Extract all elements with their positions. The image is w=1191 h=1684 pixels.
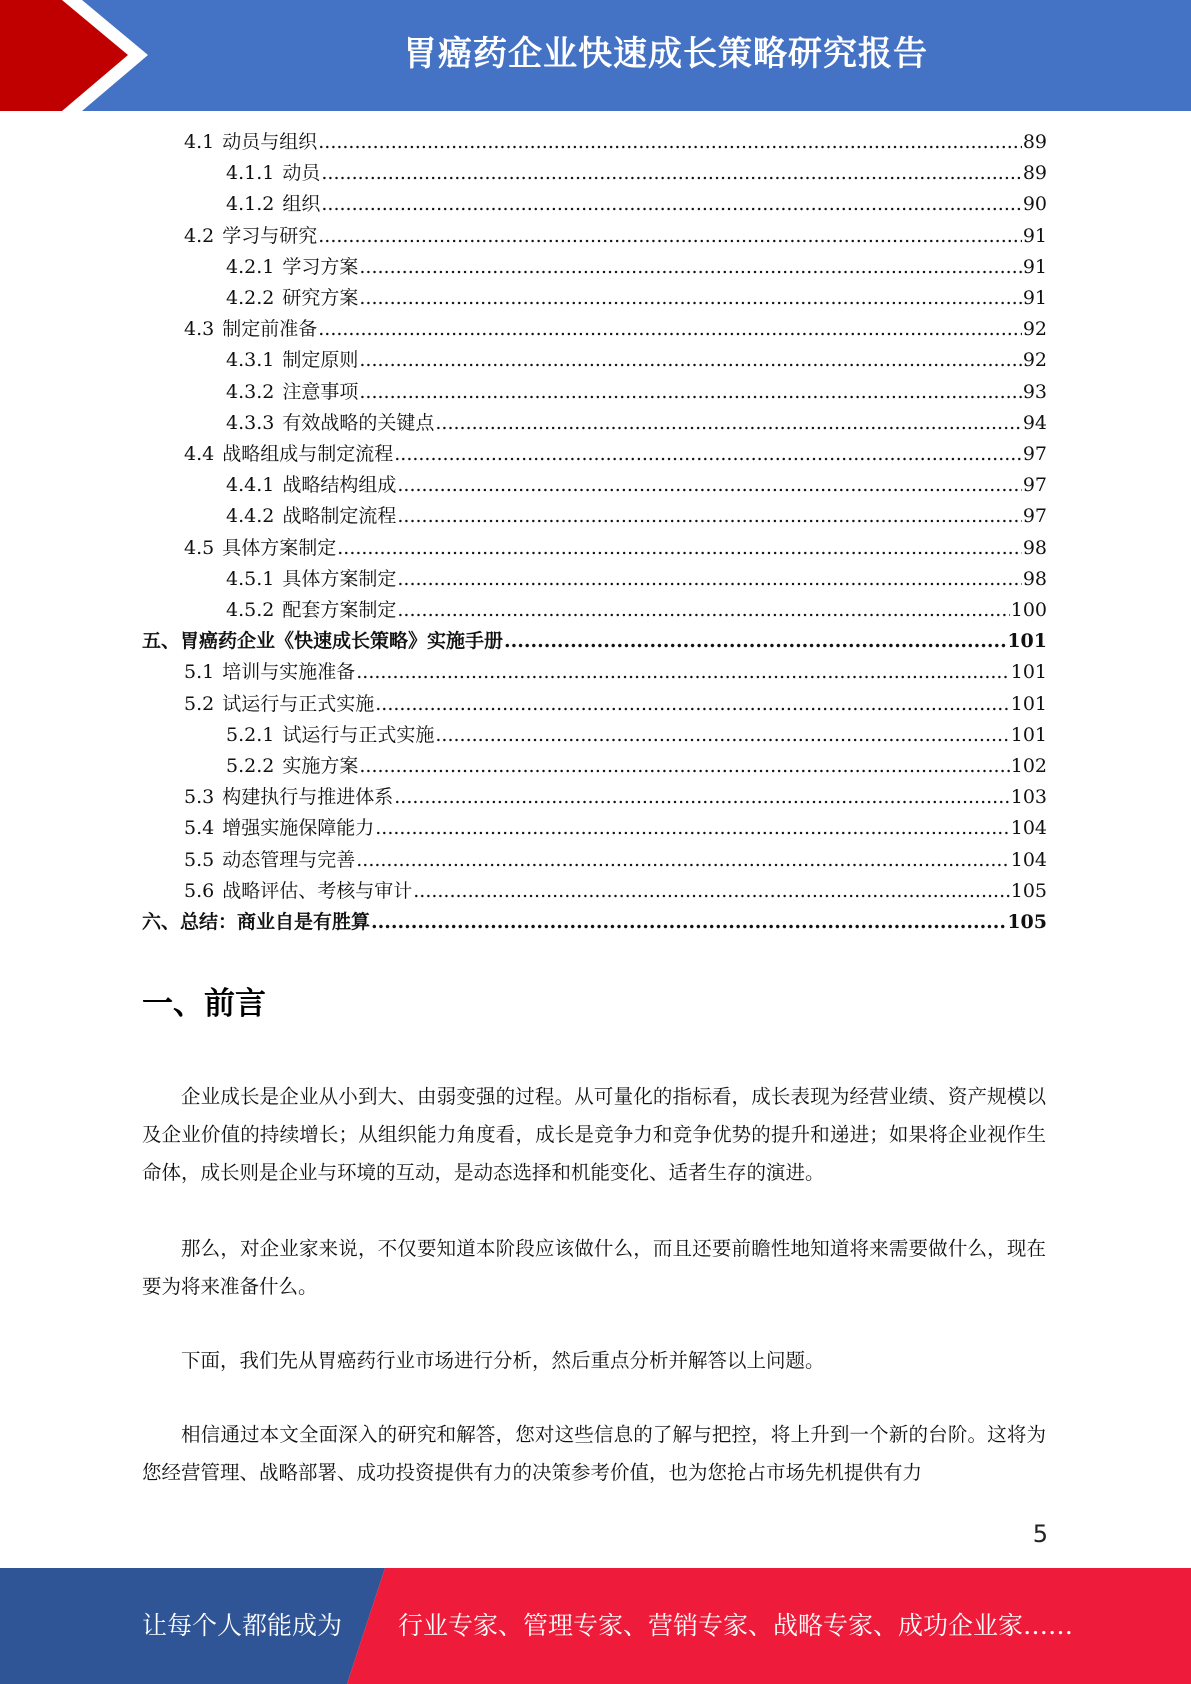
toc-entry-page: 97 — [1022, 443, 1047, 465]
toc-entry-title: 试运行与正式实施 — [222, 692, 375, 715]
toc-entry[interactable] — [226, 720, 1047, 751]
toc-entry[interactable] — [226, 501, 1047, 532]
toc-entry-number: 4.2.2 — [226, 287, 275, 309]
toc-entry-title: 配套方案制定 — [282, 599, 397, 621]
toc-leader-dots — [318, 221, 1022, 252]
toc-entry-number: 5.2.1 — [226, 723, 275, 746]
toc-entry-number: 5.1 — [184, 661, 215, 684]
toc-entry-title: 培训与实施准备 — [222, 661, 356, 684]
toc-entry[interactable] — [226, 751, 1047, 782]
toc-entry-title: 注意事项 — [282, 380, 359, 403]
toc-entry-page: 98 — [1022, 536, 1047, 559]
toc-leader-dots — [397, 501, 1021, 532]
toc-entry-title: 研究方案 — [282, 287, 359, 309]
toc-entry-title: 制定原则 — [282, 349, 359, 372]
toc-leader-dots — [356, 657, 1010, 688]
toc-entry-page: 105 — [1010, 879, 1047, 902]
toc-entry-title: 试运行与正式实施 — [282, 723, 435, 746]
toc-entry-title: 学习与研究 — [222, 224, 318, 247]
toc-entry-page: 97 — [1022, 505, 1047, 528]
toc-entry-number: 4.3 — [184, 318, 215, 341]
page-title: 胃癌药企业快速成长策略研究报告 — [403, 34, 928, 74]
toc-entry-page: 105 — [1007, 911, 1047, 933]
toc-entry-number: 4.1.1 — [226, 162, 275, 185]
toc-entry-page: 94 — [1022, 411, 1047, 434]
toc-entry-number: 4.3.1 — [226, 349, 275, 372]
toc-entry-title: 战略结构组成 — [282, 474, 397, 497]
toc-entry[interactable] — [226, 470, 1047, 501]
toc-entry[interactable] — [226, 408, 1047, 439]
section-heading: 一、前言 — [142, 986, 266, 1022]
toc-entry-number: 5.4 — [184, 817, 215, 840]
toc-entry-title: 动态管理与完善 — [222, 848, 356, 871]
toc-entry-title: 制定前准备 — [222, 318, 318, 341]
toc-leader-dots — [394, 439, 1022, 470]
toc-entry[interactable] — [184, 813, 1047, 844]
toc-leader-dots — [359, 345, 1021, 376]
toc-leader-dots — [321, 189, 1021, 220]
toc-entry-title: 战略制定流程 — [282, 505, 397, 528]
paragraph-1: 企业成长是企业从小到大、由弱变强的过程。从可量化的指标看，成长表现为经营业绩、资产规模以及企业价值的持续增长；从组织能力角度看，成长是竞争力和竞争优势的提升和递进；如果将企业视作生命体，成长则是企业与环境的互动，是动态选择和机能变化、适者生存的演进。 — [142, 1085, 1046, 1184]
toc-entry[interactable] — [226, 595, 1047, 626]
toc-entry-page: 103 — [1010, 786, 1047, 809]
toc-entry-number: 5.5 — [184, 848, 215, 871]
toc-entry[interactable] — [226, 252, 1047, 283]
toc-entry-title: 增强实施保障能力 — [222, 817, 375, 840]
page-number: 5 — [1032, 1520, 1048, 1548]
toc-leader-dots — [321, 158, 1021, 189]
toc-entry-number: 4.3.3 — [226, 411, 275, 434]
toc-leader-dots — [337, 533, 1022, 564]
toc-entry-number: 5.2 — [184, 692, 215, 715]
toc-entry-number: 4.3.2 — [226, 380, 275, 403]
toc-entry-page: 89 — [1022, 131, 1047, 153]
toc-entry-number: 4.2.1 — [226, 255, 275, 278]
toc-entry-number: 4.1 — [184, 131, 215, 153]
paragraph-2: 那么，对企业家来说，不仅要知道本阶段应该做什么，而且还要前瞻性地知道将来需要做什么，现在要为将来准备什么。 — [142, 1237, 1046, 1298]
toc-leader-dots — [356, 845, 1010, 876]
toc-entry-title: 战略组成与制定流程 — [222, 443, 394, 465]
toc-leader-dots — [359, 751, 1009, 782]
toc-leader-dots — [504, 626, 1006, 657]
toc-leader-dots — [359, 283, 1021, 314]
toc-entry-title: 学习方案 — [282, 255, 359, 278]
toc-entry-page: 100 — [1010, 599, 1047, 621]
footer-slogan-left: 让每个人都能成为 — [142, 1611, 343, 1640]
toc-leader-dots — [375, 813, 1010, 844]
toc-entry-title: 实施方案 — [282, 755, 359, 777]
toc-entry-number: 4.5.1 — [226, 567, 275, 590]
toc-entry[interactable] — [226, 283, 1047, 314]
toc-leader-dots — [397, 595, 1009, 626]
toc-entry-title: 具体方案制定 — [282, 567, 397, 590]
toc-entry-number: 5.3 — [184, 786, 215, 809]
toc-entry[interactable] — [142, 907, 1047, 938]
toc-entry-title: 具体方案制定 — [222, 536, 337, 559]
paragraph-4: 相信通过本文全面深入的研究和解答，您对这些信息的了解与把控，将上升到一个新的台阶。这将为您经营管理、战略部署、成功投资提供有力的决策参考价值，也为您抢占市场先机提供有力 — [142, 1423, 1046, 1484]
toc-entry[interactable] — [184, 314, 1047, 345]
toc-entry-title: 构建执行与推进体系 — [222, 786, 394, 809]
toc-entry-number: 4.4.1 — [226, 474, 275, 497]
toc-entry-number: 4.4 — [184, 443, 215, 465]
toc-entry[interactable] — [184, 876, 1047, 907]
toc-entry-page: 91 — [1022, 255, 1047, 278]
toc-entry-page: 92 — [1022, 349, 1047, 372]
toc-entry-title: 战略评估、考核与审计 — [222, 879, 413, 902]
toc-leader-dots — [397, 470, 1021, 501]
toc-entry-title: 组织 — [282, 193, 321, 216]
toc-entry[interactable] — [142, 626, 1047, 657]
toc-entry-page: 90 — [1022, 193, 1047, 216]
page-footer — [0, 1568, 1191, 1684]
toc-entry-page: 89 — [1022, 162, 1047, 185]
paragraph-3: 下面，我们先从胃癌药行业市场进行分析，然后重点分析并解答以上问题。 — [181, 1349, 825, 1372]
toc-entry-page: 102 — [1010, 755, 1047, 777]
toc-leader-dots — [375, 689, 1010, 720]
toc-entry[interactable] — [226, 564, 1047, 595]
page-header — [0, 0, 1191, 111]
toc-leader-dots — [435, 408, 1021, 439]
toc-leader-dots — [397, 564, 1021, 595]
toc-leader-dots — [318, 314, 1022, 345]
toc-entry-title: 动员 — [282, 162, 321, 185]
toc-leader-dots — [318, 127, 1022, 158]
toc-entry-title: 六、总结：商业自是有胜算 — [142, 911, 371, 933]
toc-entry-number: 5.2.2 — [226, 755, 275, 777]
toc-entry[interactable] — [184, 221, 1047, 252]
toc-entry-number: 4.5.2 — [226, 599, 275, 621]
toc-entry[interactable] — [184, 845, 1047, 876]
toc-entry[interactable] — [184, 689, 1047, 720]
toc-entry-title: 有效战略的关键点 — [282, 411, 435, 434]
toc-entry[interactable] — [184, 782, 1047, 813]
toc-entry-number: 4.1.2 — [226, 193, 275, 216]
toc-entry[interactable] — [226, 345, 1047, 376]
toc-leader-dots — [394, 782, 1010, 813]
toc-entry-page: 101 — [1007, 630, 1047, 653]
toc-entry-page: 104 — [1010, 817, 1047, 840]
toc-entry-number: 4.5 — [184, 536, 215, 559]
toc-entry-page: 104 — [1010, 848, 1047, 871]
toc-leader-dots — [435, 720, 1009, 751]
toc-entry-number: 4.2 — [184, 224, 215, 247]
toc-entry-title: 动员与组织 — [222, 131, 318, 153]
footer-slogan-right: 行业专家、管理专家、营销专家、战略专家、成功企业家…… — [398, 1611, 1074, 1640]
toc-entry-page: 92 — [1022, 318, 1047, 341]
toc-leader-dots — [359, 252, 1021, 283]
toc-entry-page: 101 — [1010, 723, 1047, 746]
red-chevron-icon — [0, 0, 150, 111]
toc-entry-page: 101 — [1010, 692, 1047, 715]
toc-entry-number: 4.4.2 — [226, 505, 275, 528]
toc-entry-page: 98 — [1022, 567, 1047, 590]
toc-entry[interactable] — [184, 127, 1047, 158]
toc-entry-page: 97 — [1022, 474, 1047, 497]
toc-leader-dots — [371, 907, 1006, 938]
toc-entry[interactable] — [226, 158, 1047, 189]
toc-leader-dots — [413, 876, 1010, 907]
toc-entry[interactable] — [184, 533, 1047, 564]
toc-leader-dots — [359, 377, 1021, 408]
toc-entry[interactable] — [184, 439, 1047, 470]
toc-entry[interactable] — [184, 657, 1047, 688]
toc-entry-page: 91 — [1022, 224, 1047, 247]
toc-entry[interactable] — [226, 377, 1047, 408]
toc-entry[interactable] — [226, 189, 1047, 220]
toc-entry-title: 五、胃癌药企业《快速成长策略》实施手册 — [142, 630, 504, 653]
toc-entry-page: 91 — [1022, 287, 1047, 309]
toc-entry-page: 93 — [1022, 380, 1047, 403]
toc-entry-page: 101 — [1010, 661, 1047, 684]
toc-entry-number: 5.6 — [184, 879, 215, 902]
